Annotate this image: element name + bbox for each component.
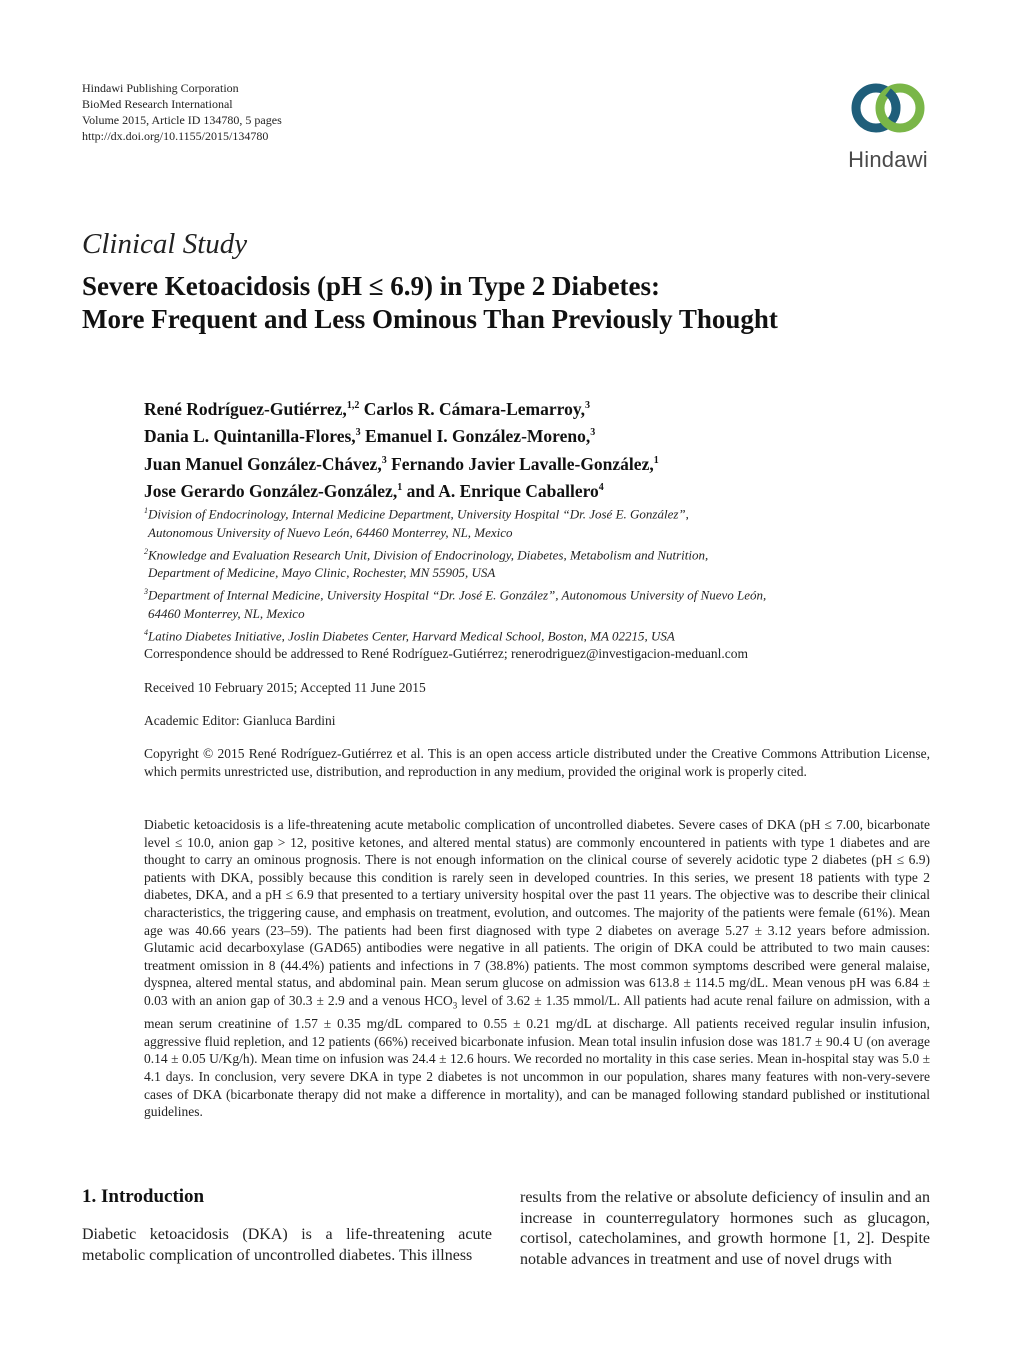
affiliation-number: 3 (144, 587, 148, 597)
abstract-part-1: Diabetic ketoacidosis is a life-threatening acute metabolic complication of uncontrolled diabetes. Severe cases of DKA (pH ≤ 7.00, bicarbonate level ≤ 10.0, anion gap > 12, positive ketones, and altered mental status) are commonly encountered in patients with type 1 diabetes and are thought to carry an ominous prognosis. There is not enough information on the clinical course of severely acidotic type 2 diabetes (pH ≤ 6.9) patients with DKA, possibly because this condition is rarely seen in developed countries. In this series, we present 18 patients with type 2 diabetes, DKA, and a pH ≤ 6.9 that presented to a tertiary university hospital over the past 11 years. The objective was to describe their clinical characteristics, the triggering cause, and emphasis on treatment, evolution, and outcomes. The majority of the patients were female (61%). Mean age was 40.66 years (23–59). The patients had been first diagnosed with type 2 diabetes on average 5.27 ± 3.12 years before admission. Glutamic acid decarboxylase (GAD65) antibodies were negative in all patients. The origin of DKA could be attributed to two main causes: treatment omission in 8 (44.4%) patients and infections in 7 (38.8%) patients. The most common symptoms described were general malaise, dyspnea, altered mental status, and abdominal pain. Mean serum glucose on admission was 613.8 ± 114.5 mg/dL. Mean venous pH was 6.84 ± 0.03 with an anion gap of 30.3 ± 2.9 and a venous HCO (144, 817, 930, 1008)
doi-link[interactable]: http://dx.doi.org/10.1155/2015/134780 (82, 129, 269, 143)
journal-name: BioMed Research International (82, 97, 233, 111)
author-affiliation-sup: 1 (653, 454, 659, 466)
affiliation-3-line-2: 64460 Monterrey, NL, Mexico (148, 605, 305, 621)
author-line-3 (144, 449, 944, 476)
received-accepted-line: Received 10 February 2015; Accepted 11 June 2015 (144, 680, 426, 695)
author-name: Emanuel I. González-Moreno, (360, 426, 591, 447)
affiliation-1-line-1 (144, 502, 944, 524)
author-name: Dania L. Quintanilla-Flores, (144, 426, 356, 447)
affiliation-number: 1 (144, 506, 148, 515)
author-name: Fernando Javier Lavalle-González, (386, 453, 654, 474)
affiliation-text: Department of Internal Medicine, University Hospital “Dr. José E. González”, Autonomous University of Nuevo León, (148, 587, 767, 603)
author-list (144, 394, 944, 503)
volume-info: Volume 2015, Article ID 134780, 5 pages (82, 113, 282, 127)
affiliation-2-line-2: Department of Medicine, Mayo Clinic, Rochester, MN 55905, USA (148, 565, 496, 581)
author-name: Jose Gerardo González-González, (144, 480, 398, 501)
journal-header (82, 80, 282, 144)
hindawi-logo-text: Hindawi (848, 147, 928, 172)
affiliation-list (144, 502, 944, 645)
affiliation-text: Latino Diabetes Initiative, Joslin Diabetes Center, Harvard Medical School, Boston, MA 02215, USA (148, 627, 675, 643)
abstract-part-2: level of 3.62 ± 1.35 mmol/L. All patients had acute renal failure on admission, with a mean serum creatinine of 1.57 ± 0.35 mg/dL compared to 0.55 ± 0.21 mg/dL at discharge. All patients received regular insulin infusion, aggressive fluid repletion, and 12 patients (66%) received bicarbonate infusion. Mean total insulin infusion dose was 181.7 ± 90.4 U (on average 0.14 ± 0.05 U/Kg/h). Mean time on infusion was 24.4 ± 12.6 hours. We recorded no mortality in this case series. Mean in-hospital stay was 5.0 ± 4.1 days. In conclusion, very severe DKA in type 2 diabetes is not uncommon in our population, shares many features with non-very-severe cases of DKA (bicarbonate therapy did not make a difference in mortality), and can be managed following standard published or institutional guidelines. (144, 992, 930, 1120)
publisher-name: Hindawi Publishing Corporation (82, 81, 239, 95)
affiliation-text: Division of Endocrinology, Internal Medicine Department, University Hospital “Dr. José E. González”, (148, 506, 689, 522)
affiliation-text: Knowledge and Evaluation Research Unit, Division of Endocrinology, Diabetes, Metabolism and Nutrition, (148, 546, 709, 562)
affiliation-2-line-1 (144, 543, 944, 565)
author-affiliation-sup: 1,2 (346, 400, 360, 411)
title-line-1: Severe Ketoacidosis (pH ≤ 6.9) in Type 2 Diabetes: (82, 271, 661, 301)
affiliation-number: 4 (144, 627, 148, 637)
author-line-1 (144, 394, 944, 421)
affiliation-1-line-2: Autonomous University of Nuevo León, 64460 Monterrey, NL, Mexico (148, 524, 513, 540)
author-affiliation-sup: 3 (381, 454, 387, 466)
author-name: Juan Manuel González-Chávez, (144, 453, 382, 474)
affiliation-3-line-1 (144, 583, 944, 605)
author-affiliation-sup: 3 (590, 427, 596, 439)
article-type: Clinical Study (82, 228, 248, 260)
affiliation-4-line-1 (144, 624, 944, 646)
author-line-4 (144, 476, 944, 503)
author-name: and A. Enrique Caballero (402, 480, 599, 501)
section-heading-introduction: 1. Introduction (82, 1186, 205, 1207)
affiliation-number: 2 (144, 546, 148, 556)
title-line-2: More Frequent and Less Ominous Than Previously Thought (82, 304, 778, 334)
article-title (82, 270, 942, 336)
author-affiliation-sup: 3 (584, 400, 590, 411)
abstract-subscript: 3 (452, 1000, 458, 1011)
academic-editor-line: Academic Editor: Gianluca Bardini (144, 713, 336, 728)
author-name: René Rodríguez-Gutiérrez, (144, 398, 347, 419)
author-affiliation-sup: 4 (598, 481, 604, 493)
author-line-2 (144, 421, 944, 448)
abstract-text (144, 816, 930, 1121)
author-affiliation-sup: 3 (355, 427, 361, 439)
author-affiliation-sup: 1 (397, 481, 403, 493)
introduction-left-column: Diabetic ketoacidosis (DKA) is a life-threatening acute metabolic complication of uncontrolled diabetes. This illness (82, 1226, 492, 1264)
author-name: Carlos R. Cámara-Lemarroy, (359, 398, 585, 419)
correspondence-line: Correspondence should be addressed to René Rodríguez-Gutiérrez; renerodriguez@investigacion-meduanl.com (144, 646, 748, 661)
copyright-notice: Copyright © 2015 René Rodríguez-Gutiérrez et al. This is an open access article distributed under the Creative Commons Attribution License, which permits unrestricted use, distribution, and reproduction in any medium, provided the original work is properly cited. (144, 746, 930, 779)
introduction-right-column: results from the relative or absolute deficiency of insulin and an increase in counterregulatory hormones such as glucagon, cortisol, catecholamines, and growth hormone [1, 2]. Despite notable advances in treatment and use of novel drugs with (520, 1189, 930, 1268)
